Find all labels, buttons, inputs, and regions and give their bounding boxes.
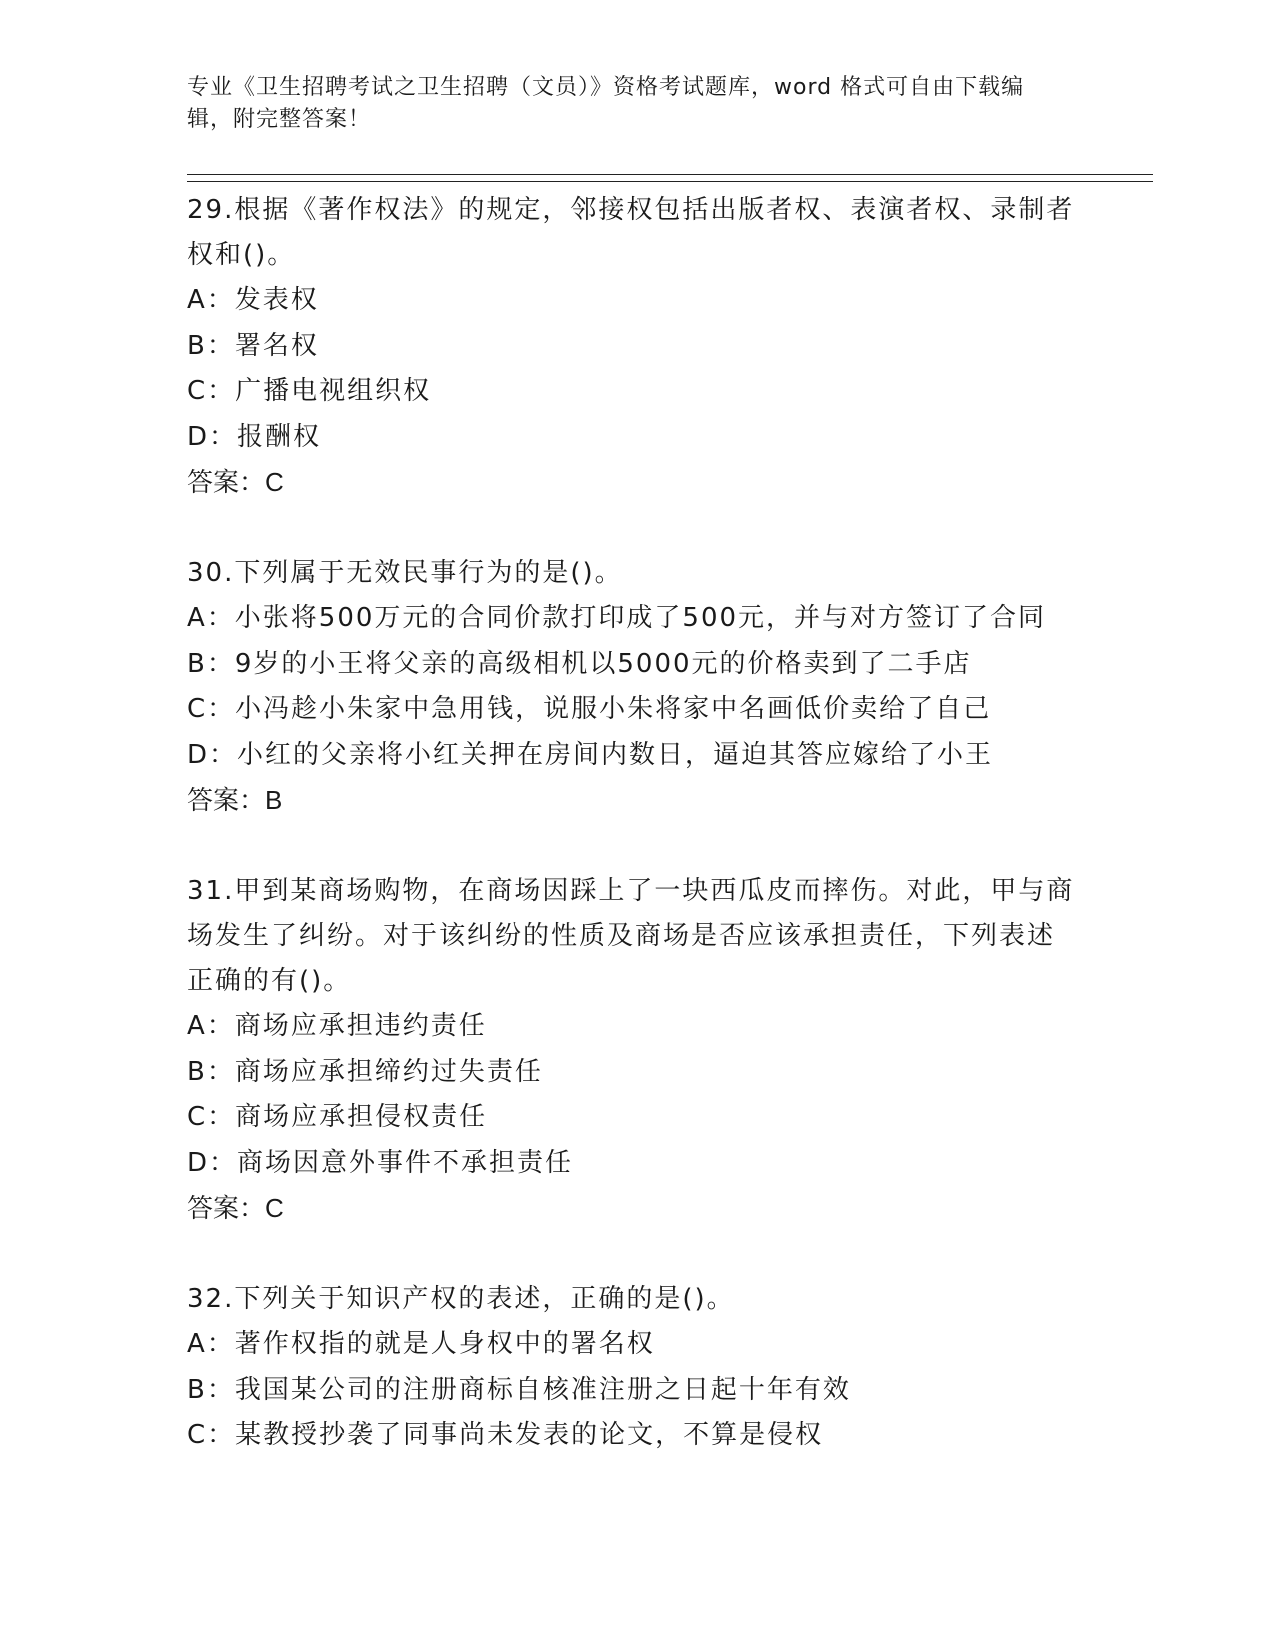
- option-c: C：某教授抄袭了同事尚未发表的论文，不算是侵权: [187, 1420, 824, 1450]
- option-a: A：小张将500万元的合同价款打印成了500元，并与对方签订了合同: [187, 603, 1047, 633]
- question-stem: 31.甲到某商场购物，在商场因踩上了一块西瓜皮而摔伤。对此，甲与商场发生了纠纷。对于该纠纷的性质及商场是否应该承担责任，下列表述正确的有()。: [187, 876, 1075, 996]
- option-c: C：商场应承担侵权责任: [187, 1102, 488, 1132]
- option-d: D：商场因意外事件不承担责任: [187, 1147, 574, 1178]
- option-a: A：发表权: [187, 285, 319, 315]
- header-divider-bottom: [187, 181, 1153, 182]
- question-29: [187, 188, 1077, 505]
- answer: 答案：C: [187, 1193, 284, 1223]
- option-d: D：小红的父亲将小红关押在房间内数日，逼迫其答应嫁给了小王: [187, 739, 994, 770]
- option-b: B：署名权: [187, 330, 319, 361]
- question-list: [187, 188, 1077, 1505]
- document-header: 专业《卫生招聘考试之卫生招聘（文员）》资格考试题库，word 格式可自由下载编辑，附完整答案！: [187, 75, 1025, 132]
- answer: 答案：C: [187, 467, 284, 497]
- option-a: A：商场应承担违约责任: [187, 1011, 487, 1041]
- option-b: B：9岁的小王将父亲的高级相机以5000元的价格卖到了二手店: [187, 648, 972, 679]
- option-b: B：我国某公司的注册商标自核准注册之日起十年有效: [187, 1374, 851, 1405]
- question-stem: 30.下列属于无效民事行为的是()。: [187, 558, 623, 588]
- header-divider-top: [187, 174, 1153, 175]
- option-c: C：广播电视组织权: [187, 376, 432, 406]
- option-a: A：著作权指的就是人身权中的署名权: [187, 1329, 655, 1359]
- question-30: [187, 551, 1077, 823]
- question-stem: 32.下列关于知识产权的表述，正确的是()。: [187, 1284, 735, 1314]
- question-31: [187, 869, 1077, 1231]
- option-c: C：小冯趁小朱家中急用钱，说服小朱将家中名画低价卖给了自己: [187, 694, 992, 724]
- option-b: B：商场应承担缔约过失责任: [187, 1056, 543, 1087]
- option-d: D：报酬权: [187, 421, 322, 452]
- answer: 答案：B: [187, 785, 283, 815]
- question-32: [187, 1277, 1077, 1459]
- question-stem: 29.根据《著作权法》的规定，邻接权包括出版者权、表演者权、录制者权和()。: [187, 195, 1075, 270]
